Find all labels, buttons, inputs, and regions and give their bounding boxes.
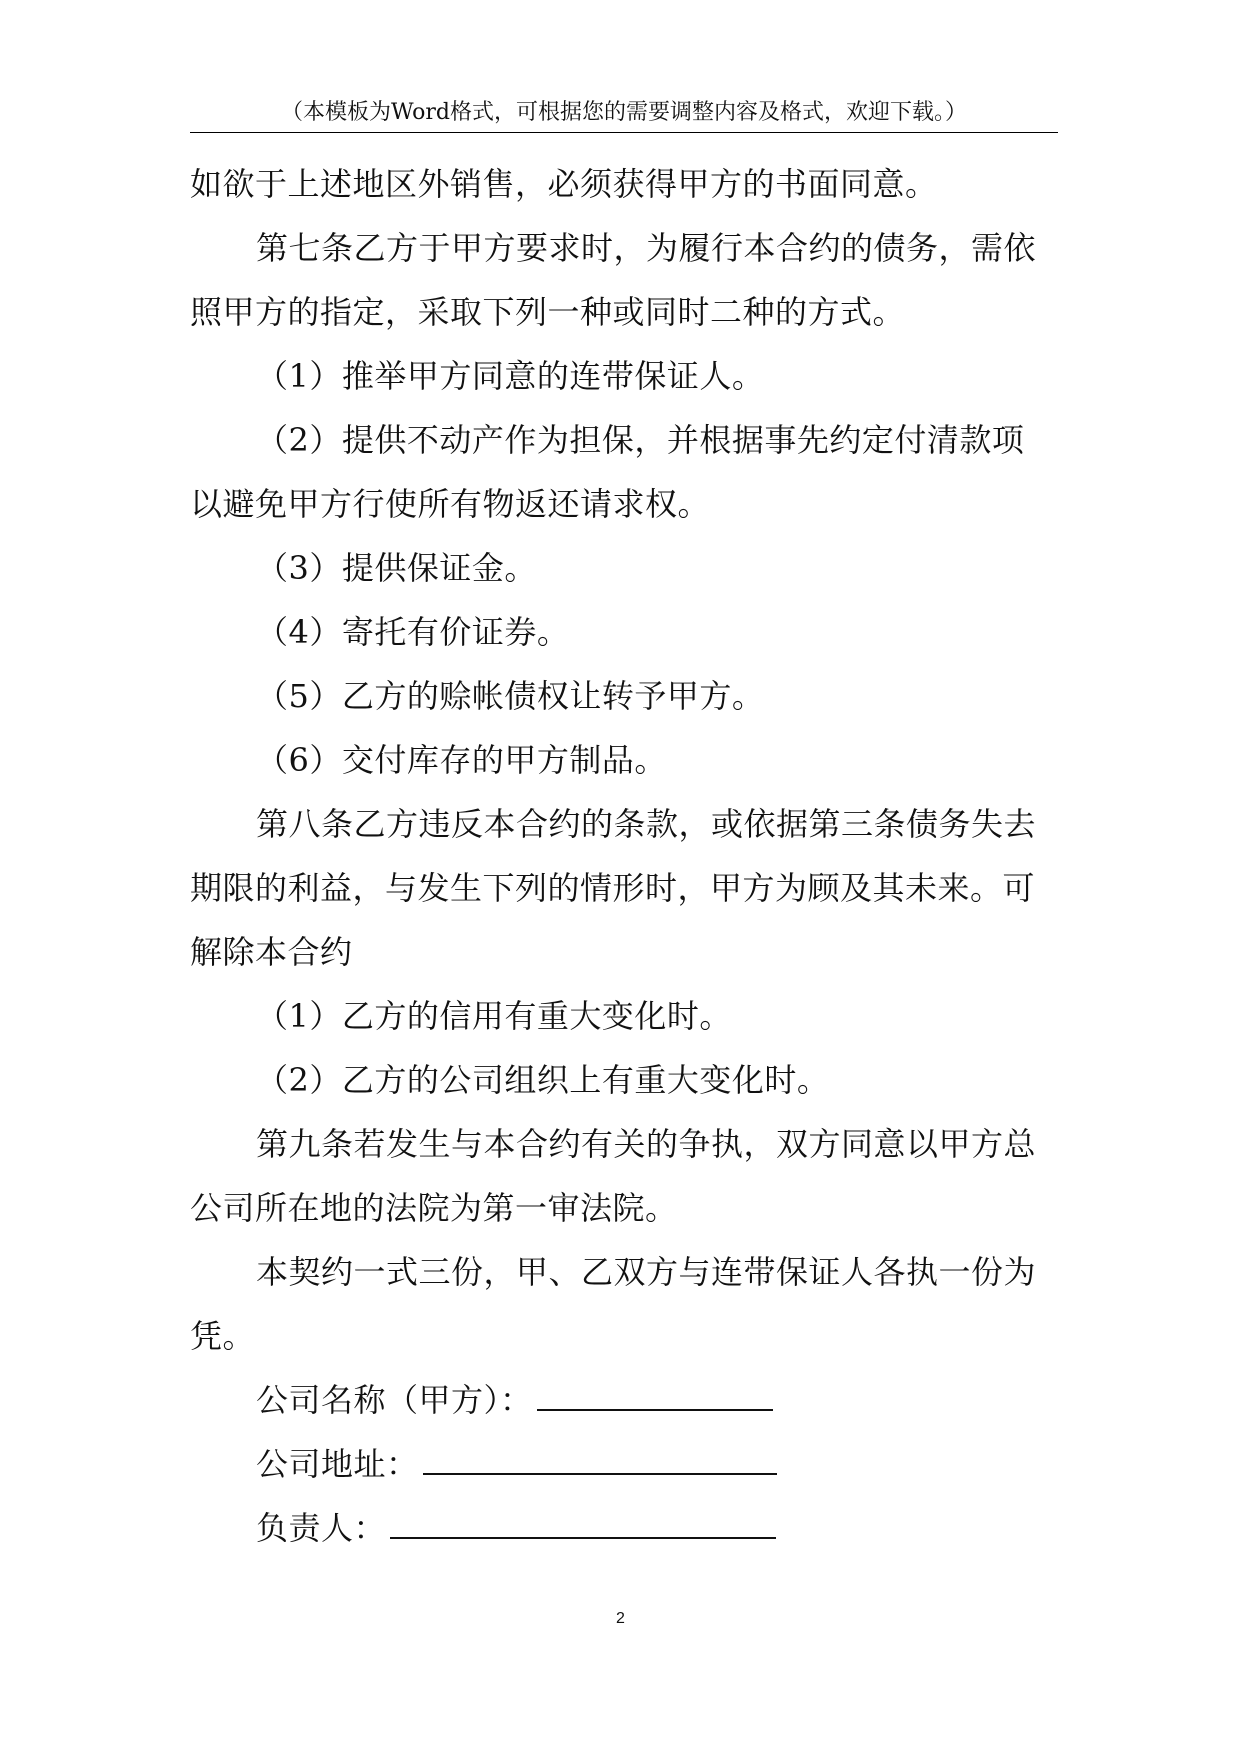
- company-name-blank: [537, 1387, 773, 1411]
- paragraph-line: 如欲于上述地区外销售，必须获得甲方的书面同意。: [190, 165, 938, 203]
- paragraph-line: 公司所在地的法院为第一审法院。: [190, 1189, 678, 1227]
- list-item: （3）提供保证金。: [256, 549, 537, 587]
- list-item: （2）提供不动产作为担保，并根据事先约定付清款项: [256, 421, 1025, 459]
- list-item: （2）乙方的公司组织上有重大变化时。: [256, 1061, 830, 1099]
- person-in-charge-blank: [390, 1515, 776, 1539]
- header-divider: [190, 132, 1058, 133]
- company-address-field: [190, 1432, 1058, 1496]
- list-item: （1）乙方的信用有重大变化时。: [256, 997, 732, 1035]
- page-number: 2: [616, 1610, 625, 1627]
- company-name-label: 公司名称（甲方）：: [256, 1381, 533, 1419]
- company-address-blank: [423, 1451, 777, 1475]
- article-9-line: 第九条若发生与本合约有关的争执，双方同意以甲方总: [256, 1125, 1037, 1163]
- list-item: （4）寄托有价证券。: [256, 613, 570, 651]
- list-item: （1）推举甲方同意的连带保证人。: [256, 357, 765, 395]
- page-header-note: （本模板为Word格式，可根据您的需要调整内容及格式，欢迎下载。）: [281, 100, 967, 125]
- paragraph-line: 照甲方的指定，采取下列一种或同时二种的方式。: [190, 293, 906, 331]
- document-body: [190, 152, 1058, 1560]
- paragraph-line: 以避免甲方行使所有物返还请求权。: [190, 485, 711, 523]
- paragraph-line: 解除本合约: [190, 933, 353, 971]
- list-item: （6）交付库存的甲方制品。: [256, 741, 667, 779]
- company-name-field: [190, 1368, 1058, 1432]
- person-in-charge-label: 负责人：: [256, 1509, 387, 1547]
- paragraph-line: 凭。: [190, 1317, 256, 1355]
- closing-paragraph-line: 本契约一式三份，甲、乙双方与连带保证人各执一份为: [256, 1253, 1037, 1291]
- article-8-line: 第八条乙方违反本合约的条款，或依据第三条债务失去: [256, 805, 1037, 843]
- person-in-charge-field: [190, 1496, 1058, 1560]
- list-item: （5）乙方的赊帐债权让转予甲方。: [256, 677, 765, 715]
- paragraph-line: 期限的利益，与发生下列的情形时，甲方为顾及其未来。可: [190, 869, 1036, 907]
- company-address-label: 公司地址：: [256, 1445, 419, 1483]
- article-7-line: 第七条乙方于甲方要求时，为履行本合约的债务，需依: [256, 229, 1037, 267]
